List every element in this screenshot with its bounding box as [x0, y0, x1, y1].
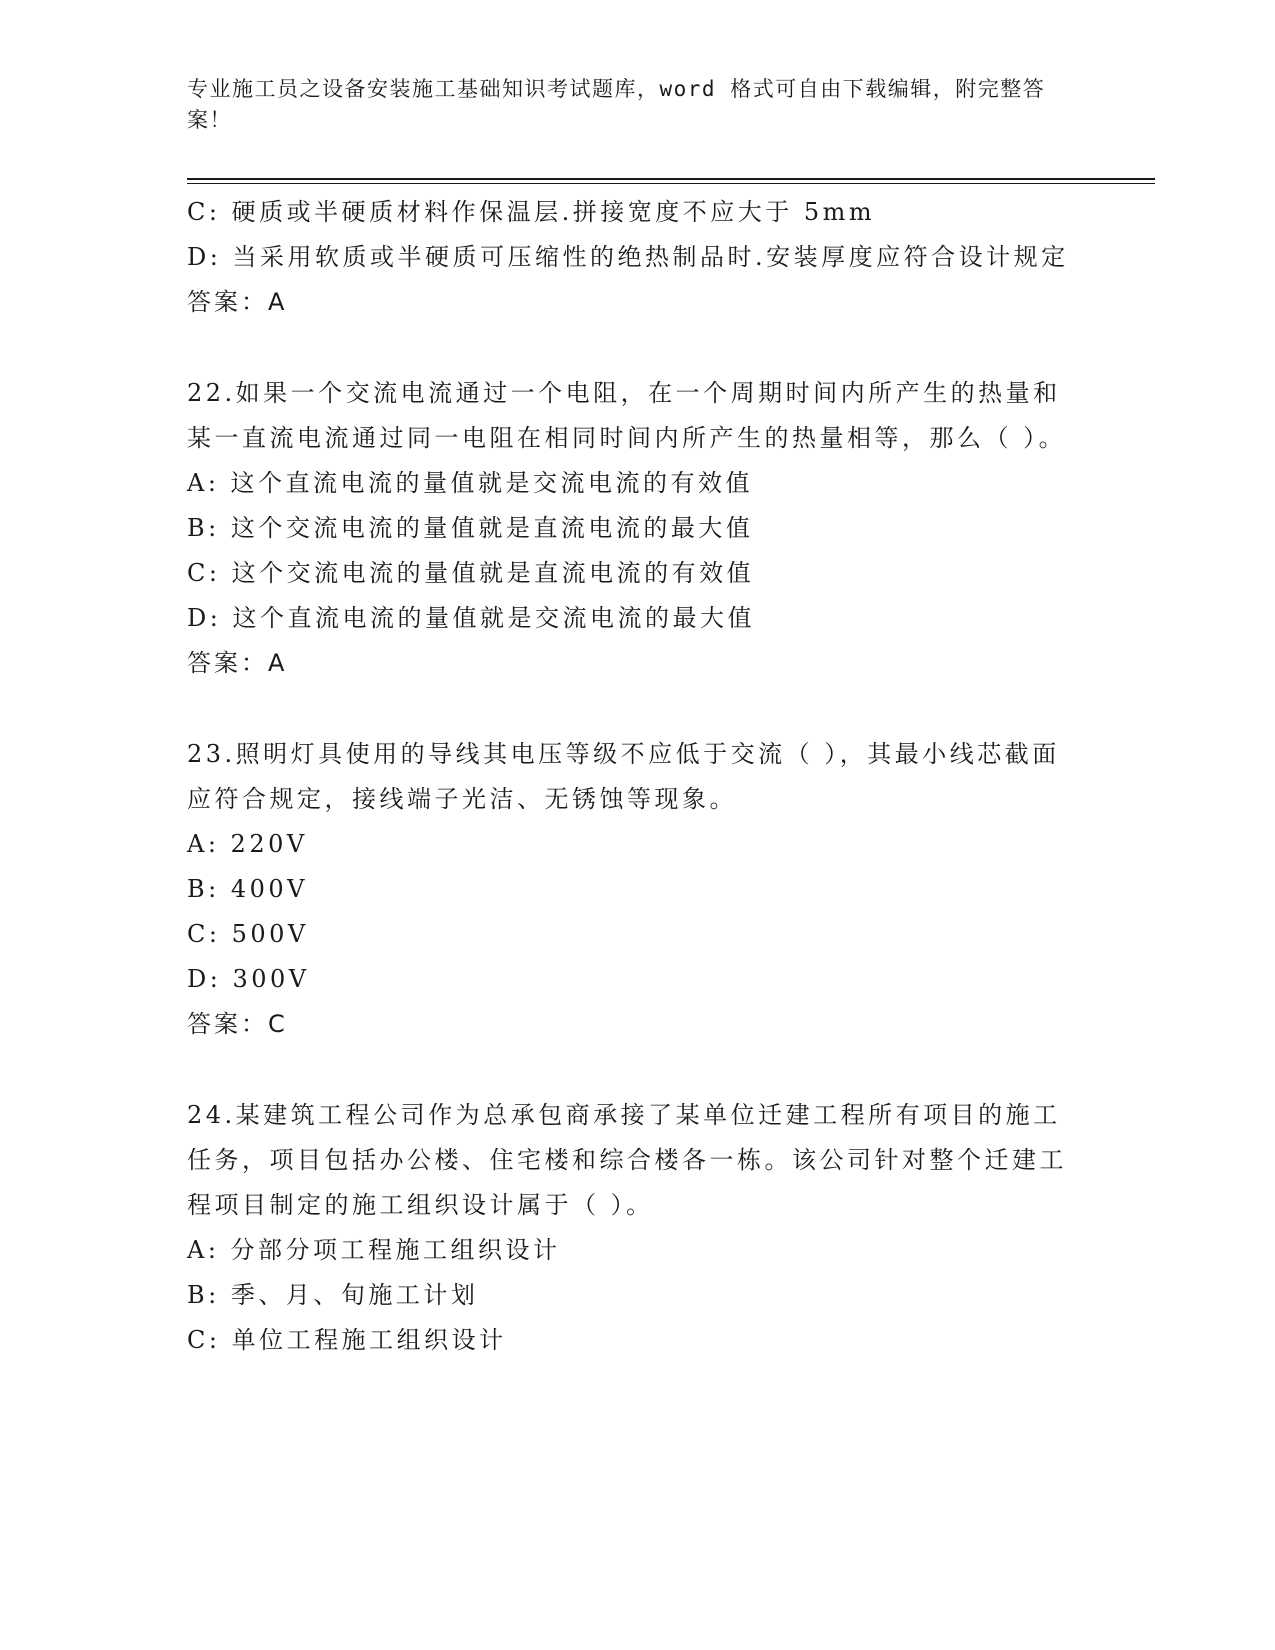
question-stem: 22.如果一个交流电流通过一个电阻，在一个周期时间内所产生的热量和某一直流电流通过同一电阻在相同时间内所产生的热量相等，那么（ ）。	[187, 379, 1067, 452]
question-stem: 23.照明灯具使用的导线其电压等级不应低于交流（ ），其最小线芯截面应符合规定，接线端子光洁、无锈蚀等现象。	[187, 740, 1060, 813]
option-d: D: 当采用软质或半硬质可压缩性的绝热制品时.安装厚度应符合设计规定	[187, 243, 1069, 271]
option-d: D: 300V	[187, 965, 310, 993]
option-b: B: 这个交流电流的量值就是直流电流的最大值	[187, 514, 754, 542]
option-b: B: 季、月、旬施工计划	[187, 1281, 479, 1309]
header-rule-thin	[187, 183, 1155, 184]
question-23	[187, 732, 1087, 1047]
option-b: B: 400V	[187, 875, 308, 903]
question-24	[187, 1093, 1087, 1363]
option-a: A: 这个直流电流的量值就是交流电流的有效值	[187, 469, 754, 497]
answer: 答案：A	[187, 649, 288, 677]
document-body	[187, 190, 1087, 1363]
option-c: C: 单位工程施工组织设计	[187, 1326, 507, 1354]
answer: 答案：C	[187, 1010, 288, 1038]
option-d: D: 这个直流电流的量值就是交流电流的最大值	[187, 604, 755, 632]
option-a: A: 220V	[187, 830, 308, 858]
option-a: A: 分部分项工程施工组织设计	[187, 1236, 561, 1264]
question-22	[187, 371, 1087, 686]
document-header: 专业施工员之设备安装施工基础知识考试题库，word 格式可自由下载编辑，附完整答案！	[187, 77, 1046, 132]
prev-question-tail	[187, 190, 1087, 325]
answer: 答案：A	[187, 288, 288, 316]
option-c: C: 这个交流电流的量值就是直流电流的有效值	[187, 559, 755, 587]
option-c: C: 500V	[187, 920, 309, 948]
option-c: C: 硬质或半硬质材料作保温层.拼接宽度不应大于 5mm	[187, 198, 876, 226]
header-rule-thick	[187, 178, 1155, 180]
question-stem: 24.某建筑工程公司作为总承包商承接了某单位迁建工程所有项目的施工任务，项目包括办公楼、住宅楼和综合楼各一栋。该公司针对整个迁建工程项目制定的施工组织设计属于（ ）。	[187, 1101, 1067, 1219]
